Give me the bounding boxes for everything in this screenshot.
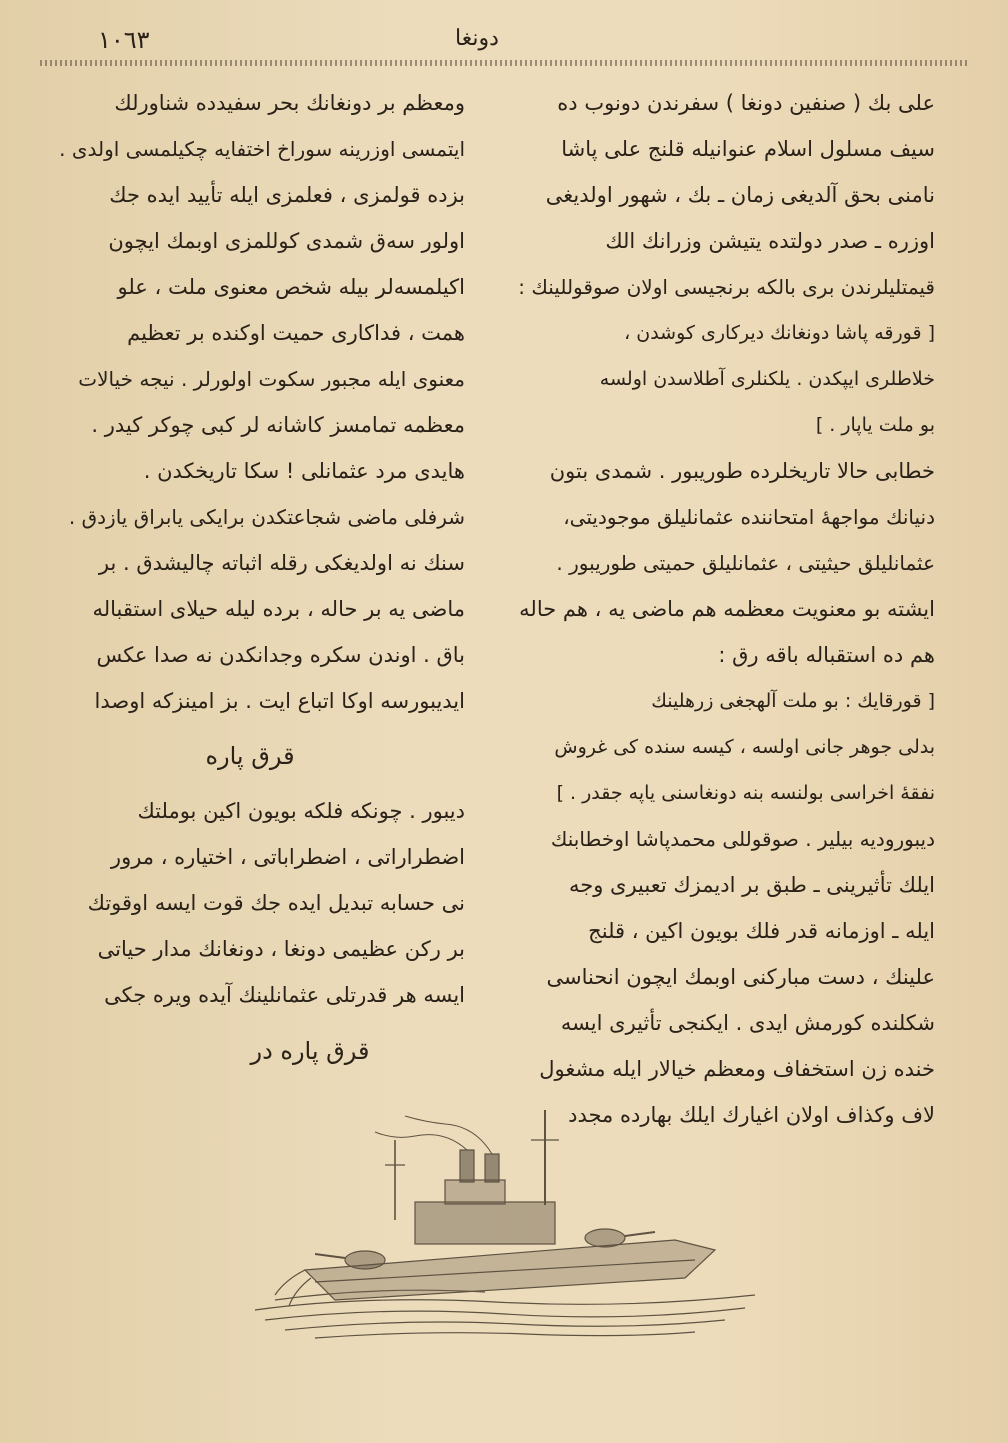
- text-line: سیف مسلول اسلام عنوانیله قلنج علی پاشا: [561, 137, 935, 161]
- text-line: ایتمسی اوزرینه سوراخ اختفایه چکیلمسی اولدی .: [59, 137, 465, 161]
- text-line: علی بك ( صنفین دونغا ) سفرندن دونوب ده: [557, 91, 935, 115]
- text-line: ایسه هر قدرتلی عثمانلینك آیده ویره جکی: [104, 983, 465, 1007]
- text-line: شکلنده کورمش ایدی . ایکنجی تأثیری ایسه: [560, 1011, 935, 1035]
- text-line: سنك نه اولدیغکی رقله اثباته چالیشدق . بر: [98, 551, 465, 575]
- text-line: قیمتلیلرندن بری بالکه برنجیسی اولان صوقوللینك :: [518, 275, 935, 299]
- text-line: ایلك تأثیرینی ـ طبق بر ادیمزك تعبیری وجه: [568, 873, 935, 897]
- text-line: لاف وکذاف اولان اغیارك ایلك بهارده مجدد: [568, 1103, 935, 1127]
- header-rule: [40, 60, 970, 66]
- text-line: همت ، فداکاری حمیت اوکنده بر تعظیم: [127, 321, 465, 345]
- text-line: نامنی بحق آلدیغی زمان ـ بك ، شهور اولدیغی: [545, 183, 935, 207]
- text-line: دنیانك مواجههٔ امتحاننده عثمانلیلق موجودیتی،: [563, 505, 935, 529]
- quote-line: نفقهٔ اخراسی بولنسه بنه دونغاسنی یاپه جقدر . ]: [556, 782, 935, 804]
- text-line: خنده زن استخفاف ومعظم خیالار ایله مشغول: [539, 1057, 935, 1081]
- warship-engraving-illustration: [245, 1110, 765, 1350]
- closing-title: قرق پاره در: [250, 1037, 370, 1065]
- text-line: بزده قولمزی ، فعلمزی ایله تأیید ایده جك: [109, 183, 465, 207]
- text-line: دیبورودیه بیلیر . صوقوللی محمدپاشا اوخطابنك: [550, 827, 935, 851]
- text-line: هم ده استقباله باقه رق :: [718, 643, 935, 667]
- text-line: ایشته بو معنویت معظمه هم ماضی یه ، هم حاله: [519, 597, 935, 621]
- quote-line: بو ملت یاپار . ]: [815, 414, 935, 436]
- quote-line: بدلی جوهر جانی اولسه ، کیسه سنده کی غروش: [554, 736, 935, 758]
- text-line: نی حسابه تبدیل ایده جك قوت ایسه اوقوتك: [87, 891, 465, 915]
- text-line: عثمانلیلق حیثیتی ، عثمانلیلق حمیتی طوریبور .: [556, 551, 935, 575]
- quote-line: [ قورقه پاشا دونغانك دیرکاری کوشدن ،: [624, 322, 935, 344]
- text-line: اکیلمسه‌لر بیله شخص معنوی ملت ، علو: [117, 275, 465, 299]
- text-line: علینك ، دست مبارکنی اوبمك ایچون انحناسی: [546, 965, 935, 989]
- text-line: ومعظم بر دونغانك بحر سفیدده شناورلك: [114, 91, 465, 115]
- text-line: شرفلی ماضی شجاعتکدن برایکی یابراق یازدق .: [68, 505, 465, 529]
- text-line: معظمه تمامسز کاشانه لر کبی چوکر کیدر .: [91, 413, 465, 437]
- section-title: قرق پاره: [205, 742, 295, 770]
- text-line: ایله ـ اوزمانه قدر فلك بویون اکین ، قلنج: [588, 919, 935, 943]
- text-line: معنوی ایله مجبور سکوت اولورلر . نیجه خیالات: [78, 367, 465, 391]
- text-line: ایدیبورسه اوکا اتباع ایت . بز امینزکه اوصدا: [94, 689, 465, 713]
- page-number: ١٠٦٣: [98, 26, 150, 54]
- text-line: باق . اوندن سکره وجدانکدن نه صدا عکس: [96, 643, 465, 667]
- left-column: [35, 80, 465, 1076]
- page-header: [0, 20, 1008, 56]
- text-line: اوزره ـ صدر دولتده یتیشن وزرانك الك: [605, 229, 935, 253]
- text-line: اولور سه‌ق شمدی کوللمزی اوبمك ایچون: [108, 229, 465, 253]
- text-line: ماضی یه بر حاله ، برده لیله حیلای استقباله: [92, 597, 465, 621]
- text-line: اضطراراتی ، اضطراباتی ، اختیاره ، مرور: [110, 845, 465, 869]
- quote-line: خلاطلری ایپکدن . یلکنلری آطلاسدن اولسه: [599, 368, 935, 390]
- text-line: هایدی مرد عثمانلی ! سکا تاریخکدن .: [143, 459, 465, 483]
- right-column: [505, 80, 935, 1138]
- running-title: دونغا: [455, 26, 499, 51]
- text-line: خطابی حالا تاریخلرده طوریبور . شمدی بتون: [549, 459, 935, 483]
- quote-line: [ قورقایك : بو ملت آلهجغی زرهلینك: [651, 690, 935, 712]
- text-line: دیبور . چونکه فلکه بویون اکین بوملتك: [137, 799, 465, 823]
- text-line: بر رکن عظیمی دونغا ، دونغانك مدار حیاتی: [97, 937, 465, 961]
